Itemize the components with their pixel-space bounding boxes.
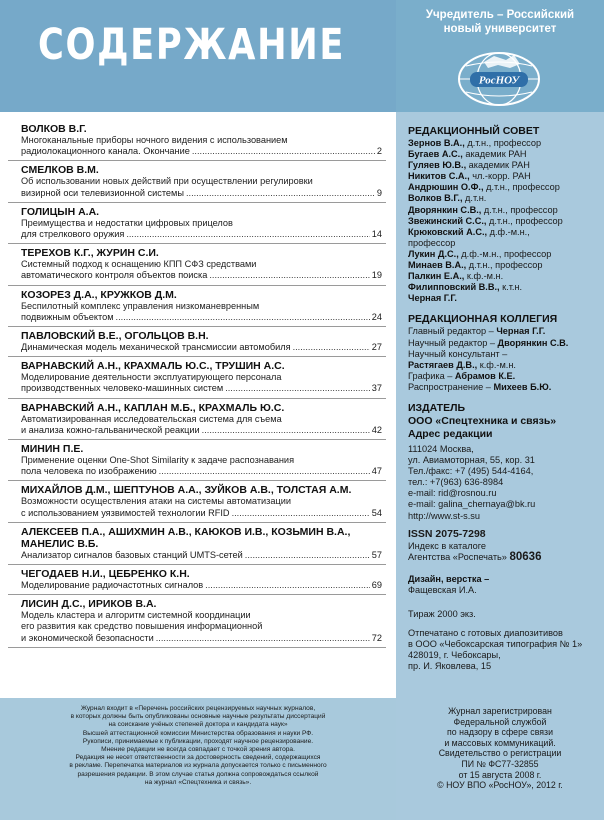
sidebar	[396, 0, 604, 820]
print-line: 428019, г. Чебоксары,	[408, 650, 501, 661]
toc-entry	[8, 565, 386, 595]
toc-entry	[8, 161, 386, 202]
address-title: Адрес редакции	[408, 427, 493, 440]
toc-last-line	[21, 146, 382, 157]
toc-title-line: Автоматизированная исследовательская система для съема	[21, 413, 282, 424]
board-member-title: к.т.н.	[499, 282, 523, 293]
toc-title-line: визирной оси телевизионной системы	[21, 187, 184, 198]
toc-title-line: и экономической безопасности	[21, 632, 154, 643]
toc-title-line: Многоканальные приборы ночного видения с использованием	[21, 135, 288, 145]
board-member	[408, 182, 598, 193]
publisher-name: ООО «Спецтехника и связь»	[408, 414, 557, 427]
toc-entry	[8, 399, 386, 440]
notice-line: Рукописи, принимаемые к публикации, проходят научное рецензирование.	[82, 737, 314, 745]
toc-page-number: 2	[376, 146, 382, 157]
college-name: Растягаев Д.В.,	[408, 359, 478, 370]
toc-leader-dots	[159, 466, 370, 477]
toc-page-number: 14	[371, 229, 382, 240]
toc-authors: ВОЛКОВ В.Г.	[21, 123, 87, 135]
toc-title-line: Системный подход к оснащению КПП СФЗ средствами	[21, 259, 257, 270]
toc-entry	[8, 244, 386, 285]
board-member-name: Крюковский А.С.,	[408, 226, 488, 237]
toc-leader-dots	[232, 508, 370, 519]
toc-authors: ЛИСИН Д.С., ИРИКОВ В.А.	[21, 598, 157, 611]
toc-page-number: 69	[371, 580, 382, 591]
notice-line: разрешения редакции. В этом случае статья должна сопровождаться ссылкой	[77, 770, 319, 778]
toc-leader-dots	[205, 580, 370, 591]
board-member-title: академик РАН	[462, 149, 527, 160]
college-member	[408, 382, 598, 393]
notice-line: в рекламе. Перепечатка материалов из журнала допускается только с письменного	[69, 762, 327, 770]
college-member	[408, 360, 598, 371]
board-member-title: д.т.н.	[462, 193, 487, 204]
toc-page-number: 9	[376, 187, 382, 198]
board-member-title: профессор	[408, 237, 456, 248]
board-member-name: Палкин Е.А.,	[408, 271, 465, 282]
toc-title-line: Модель кластера и алгоритм системной координации	[21, 610, 251, 621]
print-line: в ООО «Чебоксарская типография № 1»	[408, 639, 583, 649]
toc-title-line: с использованием уязвимостей технологии RFID	[21, 507, 230, 518]
board-member-name: Волков В.Г.,	[408, 193, 463, 204]
notice-line: на соискание учёных степеней доктора и кандидата наук»	[108, 721, 288, 729]
board-member-name: Бугаев А.С.,	[408, 149, 463, 160]
toc-last-line	[21, 312, 382, 323]
toc-title-line: Моделирование деятельности эксплуатирующего персонала	[21, 372, 282, 383]
board-member-title: чл.-корр. РАН	[469, 171, 531, 182]
agency-label: Агентства «Роспечать»	[408, 552, 510, 563]
board-member-name: Гуляев Ю.В.,	[408, 160, 467, 171]
toc-authors: АЛЕКСЕЕВ П.А., АШИХМИН А.В., КАЮКОВ И.В., КОЗЬМИН В.А., МАНЕЛИС В.Б.	[21, 525, 351, 550]
notice-line: в которых должны быть опубликованы основные научные результаты диссертаций	[70, 713, 326, 721]
toc-title-line: и анализа кожно-гальванической реакции	[21, 424, 200, 435]
board-member	[408, 293, 598, 304]
toc-title-line: Возможности осуществления атаки на системы автоматизации	[21, 496, 292, 507]
address-line: ул. Авиамоторная, 55, кор. 31	[408, 455, 535, 466]
toc-last-line	[21, 229, 382, 240]
toc-authors: ВАРНАВСКИЙ А.Н., КРАХМАЛЬ Ю.С., ТРУШИН А.С.	[21, 360, 285, 373]
registration-info	[410, 706, 590, 791]
notice-line: Мнение редакции не всегда совпадает с точкой зрения автора.	[101, 746, 295, 754]
toc-title-line: Об использовании новых действий при осуществлении регулировки	[21, 176, 313, 187]
toc-authors: СМЕЛКОВ В.М.	[21, 164, 99, 177]
toc-entry	[8, 203, 386, 244]
rosnou-logo-icon	[454, 50, 544, 108]
toc-title-line: пола человека по изображению	[21, 466, 157, 477]
toc-title-line: Моделирование радиочастотных сигналов	[21, 580, 204, 591]
board-member-name: Минаев В.А.,	[408, 260, 467, 271]
board-member-title: д.т.н., профессор	[464, 138, 542, 148]
address-line: тел.: +7(963) 636-8984	[408, 477, 504, 488]
toc-page-number: 37	[371, 383, 382, 394]
college-role: Графика –	[408, 370, 455, 381]
circulation: Тираж 2000 экз.	[408, 608, 476, 619]
registration-line: Журнал зарегистрирован	[448, 706, 552, 716]
toc-leader-dots	[225, 383, 370, 394]
board-list	[408, 138, 598, 304]
toc-leader-dots	[245, 550, 370, 561]
toc-authors: ВАРНАВСКИЙ А.Н., КАПЛАН М.Б., КРАХМАЛЬ Ю.С.	[21, 401, 285, 414]
toc-last-line	[21, 270, 382, 281]
address-list	[408, 444, 598, 522]
board-member-name: Черная Г.Г.	[408, 293, 457, 304]
college-member	[408, 326, 598, 337]
toc-entry	[8, 120, 386, 161]
board-member-name: Андрюшин О.Ф.,	[408, 182, 484, 193]
address-line: Тел./факс: +7 (495) 544-4164,	[408, 466, 534, 477]
college-role: Распространение –	[408, 381, 494, 392]
toc-authors: ГОЛИЦЫН А.А.	[21, 205, 100, 218]
toc-title-line: Применение оценки One-Shot Similarity к задаче распознавания	[21, 455, 295, 466]
board-member	[408, 160, 598, 171]
college-name: Михеев Б.Ю.	[493, 381, 552, 392]
toc-last-line	[21, 383, 382, 394]
board-member	[408, 260, 598, 271]
college-role: Главный редактор –	[408, 326, 497, 337]
toc-leader-dots	[192, 146, 375, 157]
toc-entry	[8, 286, 386, 327]
toc-authors: КОЗОРЕЗ Д.А., КРУЖКОВ Д.М.	[21, 288, 177, 301]
toc-title-line: производственных человеко-машинных систем	[21, 383, 224, 394]
board-member-name: Звежинский С.С.,	[408, 215, 487, 226]
registration-line: © НОУ ВПО «РосНОУ», 2012 г.	[437, 780, 563, 791]
toc-entry	[8, 440, 386, 481]
college-member	[408, 371, 598, 382]
header-banner	[0, 0, 396, 112]
toc-title-line: Анализатор сигналов базовых станций UMTS-сетей	[21, 549, 243, 560]
toc-leader-dots	[209, 270, 369, 281]
board-member-name: Филипповский В.В.,	[408, 282, 500, 293]
toc-leader-dots	[156, 633, 370, 644]
board-member-title: д.т.н., профессор	[466, 260, 543, 271]
board-member-title: академик РАН	[466, 160, 530, 171]
toc-last-line	[21, 188, 382, 199]
toc-authors: ТЕРЕХОВ К.Г., ЖУРИН С.И.	[21, 247, 159, 260]
college-role: Научный консультант –	[408, 348, 508, 359]
board-member-title: д.ф.-м.н., профессор	[458, 248, 552, 259]
toc-last-line	[21, 550, 382, 561]
board-member	[408, 138, 598, 149]
toc-title-line: подвижным объектом	[21, 311, 114, 322]
toc-page-number: 24	[371, 311, 382, 322]
toc-title-line: Динамическая модель механической трансмиссии автомобиля	[21, 342, 291, 353]
board-member-name: Дворянкин С.В.,	[408, 204, 482, 215]
board-member	[408, 216, 598, 227]
board-member-name: Зернов В.А.,	[408, 138, 465, 148]
college-degree: к.ф.-м.н.	[477, 359, 516, 370]
toc-authors: МИНИН П.Е.	[21, 443, 84, 456]
print-info	[408, 628, 598, 672]
index-value: 80636	[509, 551, 542, 564]
board-member	[408, 282, 598, 293]
notice-line: Журнал входит в «Перечень российских рецензируемых научных журналов,	[80, 705, 316, 712]
toc-entry	[8, 595, 386, 648]
address-line: http://www.st-s.su	[408, 510, 480, 521]
toc-leader-dots	[126, 229, 369, 240]
founder-block	[396, 0, 604, 112]
masthead	[408, 121, 598, 672]
toc-title-line: Преимущества и недостатки цифровых прицелов	[21, 217, 233, 228]
toc-entry	[8, 357, 386, 398]
toc-page-number: 57	[371, 549, 382, 560]
board-member-title: д.т.н., профессор	[486, 215, 563, 226]
page-title: СОДЕРЖАНИЕ	[38, 20, 346, 70]
toc-title-line: автоматического контроля объектов поиска	[21, 270, 208, 281]
toc-leader-dots	[186, 188, 375, 199]
toc-page-number: 19	[371, 270, 382, 281]
board-member-title: д.ф.-м.н.,	[487, 226, 530, 237]
board-title: РЕДАКЦИОННЫЙ СОВЕТ	[408, 125, 540, 137]
table-of-contents	[8, 120, 386, 648]
toc-last-line	[21, 633, 382, 644]
notice-line: Редакция не несет ответственности за достоверность сведений, содержащихся	[75, 754, 321, 762]
board-member	[408, 238, 598, 249]
toc-entry	[8, 327, 386, 357]
college-name: Абрамов К.Е.	[454, 370, 516, 381]
address-line: e-mail: rid@rosnou.ru	[408, 488, 497, 499]
board-member-name: Никитов С.А.,	[408, 171, 470, 182]
board-member	[408, 271, 598, 282]
design-label: Дизайн, верстка –	[408, 573, 490, 584]
college-role: Научный редактор –	[408, 337, 498, 348]
toc-leader-dots	[202, 425, 370, 436]
registration-line: и массовых коммуникаций.	[444, 737, 556, 748]
toc-page-number: 42	[371, 424, 382, 435]
board-member	[408, 249, 598, 260]
toc-title-line: радиолокационного канала. Окончание	[21, 146, 190, 157]
board-member	[408, 171, 598, 182]
toc-last-line	[21, 508, 382, 519]
toc-last-line	[21, 580, 382, 591]
registration-line: Свидетельство о регистрации	[438, 748, 562, 759]
toc-leader-dots	[116, 312, 370, 323]
toc-title-line: для стрелкового оружия	[21, 229, 125, 240]
college-title: РЕДАКЦИОННАЯ КОЛЛЕГИЯ	[408, 313, 558, 326]
college-list	[408, 326, 598, 393]
registration-line: ПИ № ФС77-32855	[461, 758, 539, 769]
toc-last-line	[21, 342, 382, 353]
board-member-title: к.ф.-м.н.	[464, 271, 504, 282]
notice-line: на журнал «Спецтехника и связь».	[144, 778, 252, 786]
logo-text: РосНОУ	[478, 74, 520, 87]
design-name: Фащевская И.А.	[408, 584, 477, 595]
toc-authors: МИХАЙЛОВ Д.М., ШЕПТУНОВ А.А., ЗУЙКОВ А.В., ТОЛСТАЯ А.М.	[21, 484, 352, 497]
toc-last-line	[21, 425, 382, 436]
board-member	[408, 193, 598, 204]
registration-line: по надзору в сфере связи	[446, 727, 553, 738]
agency-line	[408, 552, 598, 564]
issn: ISSN 2075-7298	[408, 527, 486, 540]
board-member-title: д.т.н., профессор	[483, 182, 560, 193]
toc-page-number: 54	[371, 507, 382, 518]
journal-notice	[0, 698, 396, 820]
publisher-title: ИЗДАТЕЛЬ	[408, 401, 465, 414]
board-member	[408, 149, 598, 160]
board-member-name: Лукин Д.С.,	[408, 248, 459, 259]
toc-leader-dots	[293, 342, 370, 353]
toc-title-line: его развития как средство повышения информационной	[21, 621, 263, 632]
toc-page-number: 47	[371, 466, 382, 477]
college-name: Дворянкин С.В.	[497, 337, 569, 348]
print-line: Отпечатано с готовых диапозитивов	[408, 627, 563, 638]
board-member-title: д.т.н., профессор	[481, 204, 558, 215]
toc-authors: ПАВЛОВСКИЙ В.Е., ОГОЛЬЦОВ В.Н.	[21, 330, 209, 343]
board-member	[408, 205, 598, 216]
toc-page-number: 27	[371, 342, 382, 353]
print-line: пр. И. Яковлева, 15	[408, 661, 492, 672]
college-name: Черная Г.Г.	[496, 326, 546, 337]
toc-authors: ЧЕГОДАЕВ Н.И., ЦЕБРЕНКО К.Н.	[21, 568, 190, 581]
registration-line: Федеральной службой	[453, 716, 547, 727]
index-label: Индекс в каталоге	[408, 540, 487, 551]
address-line: e-mail: galina_chernaya@bk.ru	[408, 499, 536, 510]
toc-entry	[8, 481, 386, 522]
registration-line: от 15 августа 2008 г.	[458, 769, 542, 780]
board-member	[408, 227, 598, 238]
college-member	[408, 338, 598, 349]
address-line: 111024 Москва,	[408, 443, 474, 454]
toc-page-number: 72	[371, 632, 382, 643]
notice-line: Высшей аттестационной комиссии Министерства образования и науки РФ.	[82, 729, 314, 737]
toc-entry	[8, 523, 386, 565]
toc-title-line: Беспилотный комплекс управления низкоманевренным	[21, 300, 260, 311]
founder-text: Учредитель – Российский новый университет	[425, 9, 575, 35]
toc-last-line	[21, 466, 382, 477]
college-member	[408, 349, 598, 360]
